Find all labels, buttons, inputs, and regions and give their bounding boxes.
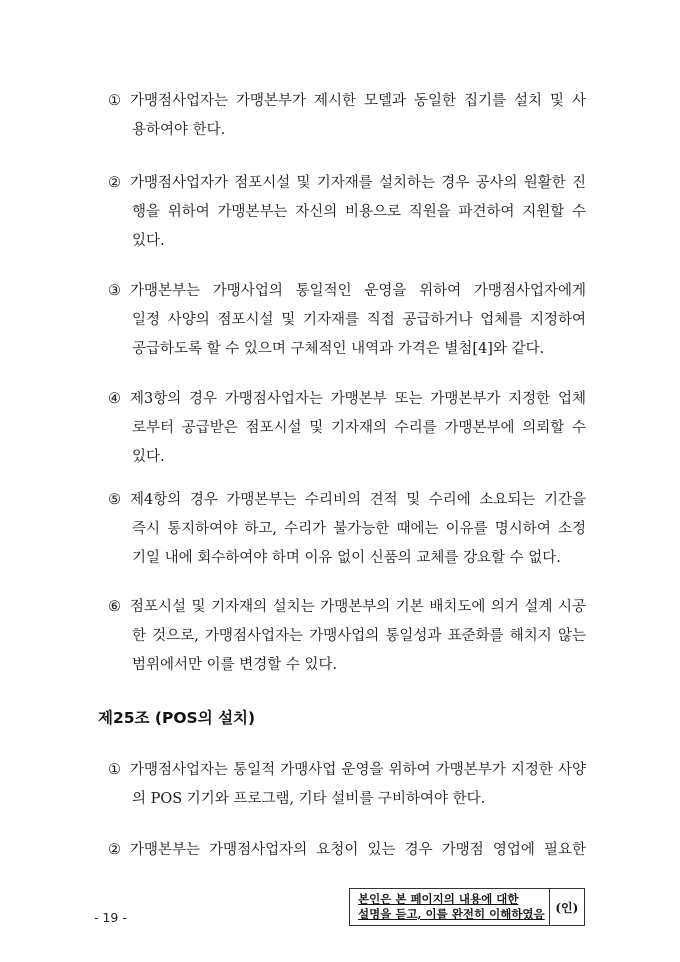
paragraph-line: 있다. xyxy=(132,449,165,465)
clause-paragraph-5 xyxy=(108,486,586,573)
clause-paragraph-4 xyxy=(108,385,586,472)
paragraph-number: ⑥ xyxy=(108,599,121,615)
paragraph-line: ② 가맹본부는 가맹점사업자의 요청이 있는 경우 가맹점 영업에 필요한 xyxy=(108,836,586,865)
clause-paragraph-2 xyxy=(108,169,586,256)
page-number: - 19 - xyxy=(94,910,127,925)
paragraph-number: ⑤ xyxy=(108,492,121,508)
paragraph-line: 있다. xyxy=(132,233,165,249)
paragraph-line: 로부터 공급받은 점포시설 및 기자재의 수리를 가맹본부에 의뢰할 수 xyxy=(132,420,586,436)
paragraph-number: ④ xyxy=(108,391,121,407)
paragraph-line: ① 가맹점사업자는 가맹본부가 제시한 모델과 동일한 집기를 설치 및 사 xyxy=(108,87,586,116)
pos-clause-paragraph-1 xyxy=(108,756,586,814)
paragraph-line: 즉시 통지하여야 하고, 수리가 불가능한 때에는 이유를 명시하여 소정 xyxy=(132,521,586,537)
paragraph-line: ⑥ 점포시설 및 기자재의 설치는 가맹본부의 기본 배치도에 의거 설계 시공 xyxy=(108,593,586,622)
paragraph-line: 용하여야 한다. xyxy=(132,122,226,138)
article-heading: 제25조 (POS의 설치) xyxy=(98,709,256,727)
paragraph-line: 한 것으로, 가맹점사업자는 가맹사업의 통일성과 표준화를 해치지 않는 xyxy=(132,628,586,644)
paragraph-line: 공급하도록 할 수 있으며 구체적인 내역과 가격은 별첨[4]와 같다. xyxy=(132,341,545,357)
confirmation-line-2: 설명을 듣고, 이를 완전히 이해하였음 xyxy=(358,907,545,921)
confirmation-line-1: 본인은 본 페이지의 내용에 대한 xyxy=(358,892,519,906)
paragraph-number: ② xyxy=(108,842,121,858)
paragraph-line: ⑤ 제4항의 경우 가맹본부는 수리비의 견적 및 수리에 소요되는 기간을 xyxy=(108,486,586,515)
paragraph-line: ④ 제3항의 경우 가맹점사업자는 가맹본부 또는 가맹본부가 지정한 업체 xyxy=(108,385,586,414)
paragraph-line: 행을 위하여 가맹본부는 자신의 비용으로 직원을 파견하여 지원할 수 xyxy=(132,204,586,220)
confirmation-box xyxy=(349,888,585,926)
seal-stamp-field[interactable]: (인) xyxy=(555,900,579,915)
clause-paragraph-3 xyxy=(108,277,586,364)
paragraph-number: ① xyxy=(108,93,121,109)
pos-clause-paragraph-2 xyxy=(108,836,586,865)
paragraph-number: ③ xyxy=(108,283,121,299)
paragraph-line: 일정 사양의 점포시설 및 기자재를 직접 공급하거나 업체를 지정하여 xyxy=(132,312,586,328)
paragraph-line: 의 POS 기기와 프로그램, 기타 설비를 구비하여야 한다. xyxy=(132,791,486,807)
paragraph-line: 기일 내에 회수하여야 하며 이유 없이 신품의 교체를 강요할 수 없다. xyxy=(132,550,561,566)
paragraph-line: ① 가맹점사업자는 통일적 가맹사업 운영을 위하여 가맹본부가 지정한 사양 xyxy=(108,756,586,785)
confirmation-text xyxy=(350,889,550,925)
paragraph-number: ② xyxy=(108,175,121,191)
paragraph-number: ① xyxy=(108,762,121,778)
paragraph-line: ② 가맹점사업자가 점포시설 및 기자재를 설치하는 경우 공사의 원활한 진 xyxy=(108,169,586,198)
paragraph-line: ③ 가맹본부는 가맹사업의 통일적인 운영을 위하여 가맹점사업자에게 xyxy=(108,277,586,306)
clause-paragraph-6 xyxy=(108,593,586,680)
paragraph-line: 범위에서만 이를 변경할 수 있다. xyxy=(132,657,338,673)
clause-paragraph-1 xyxy=(108,87,586,145)
